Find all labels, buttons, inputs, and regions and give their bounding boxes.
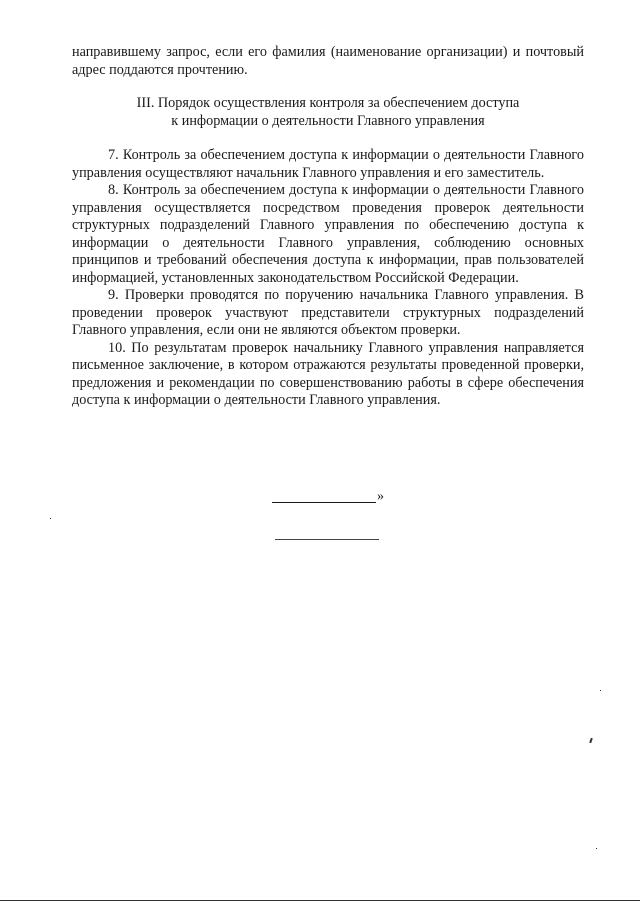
- section-heading-line-1: III. Порядок осуществления контроля за обеспечением доступа: [136, 95, 520, 111]
- scan-speck: [596, 848, 597, 849]
- scan-speck: [600, 690, 601, 691]
- paragraph-9: 9. Проверки проводятся по поручению начальника Главного управления. В проведении проверок участвуют представители структурных подразделений Главного управления, если они не являются объектом проверки.: [72, 287, 584, 338]
- scan-speck: [589, 738, 593, 743]
- closing-quote-mark: »: [377, 489, 384, 504]
- section-heading: [72, 94, 584, 130]
- paragraph-10: 10. По результатам проверок начальнику Главного управления направляется письменное заключение, в котором отражаются результаты проведенной проверки, предложения и рекомендации по совершенствованию работы в сфере обеспечения доступа к информации о деятельности Главного управления.: [72, 339, 584, 408]
- paragraph-7: 7. Контроль за обеспечением доступа к информации о деятельности Главного управления осуществляют начальник Главного управления и его заместитель.: [72, 147, 584, 181]
- scan-speck: [50, 518, 51, 519]
- paragraph-8: 8. Контроль за обеспечением доступа к информации о деятельности Главного управления осуществляется посредством проведения проверок деятельности структурных подразделений Главного управления по обеспечению доступа к информации о деятельности Главного управления, соблюдению основных принципов и требований обеспечения доступа к информации, прав пользователей информацией, установленных законодательством Российской Федерации.: [72, 182, 584, 286]
- closing-underline: [272, 502, 376, 503]
- body-text: [72, 147, 584, 410]
- intro-paragraph: направившему запрос, если его фамилия (наименование организации) и почтовый адрес поддаются прочтению.: [72, 44, 584, 78]
- intro-text: [72, 44, 584, 79]
- separator-line: [275, 539, 379, 540]
- section-heading-line-2: к информации о деятельности Главного управления: [171, 113, 485, 129]
- scan-bottom-edge: [0, 900, 640, 901]
- closing-line: [272, 488, 384, 506]
